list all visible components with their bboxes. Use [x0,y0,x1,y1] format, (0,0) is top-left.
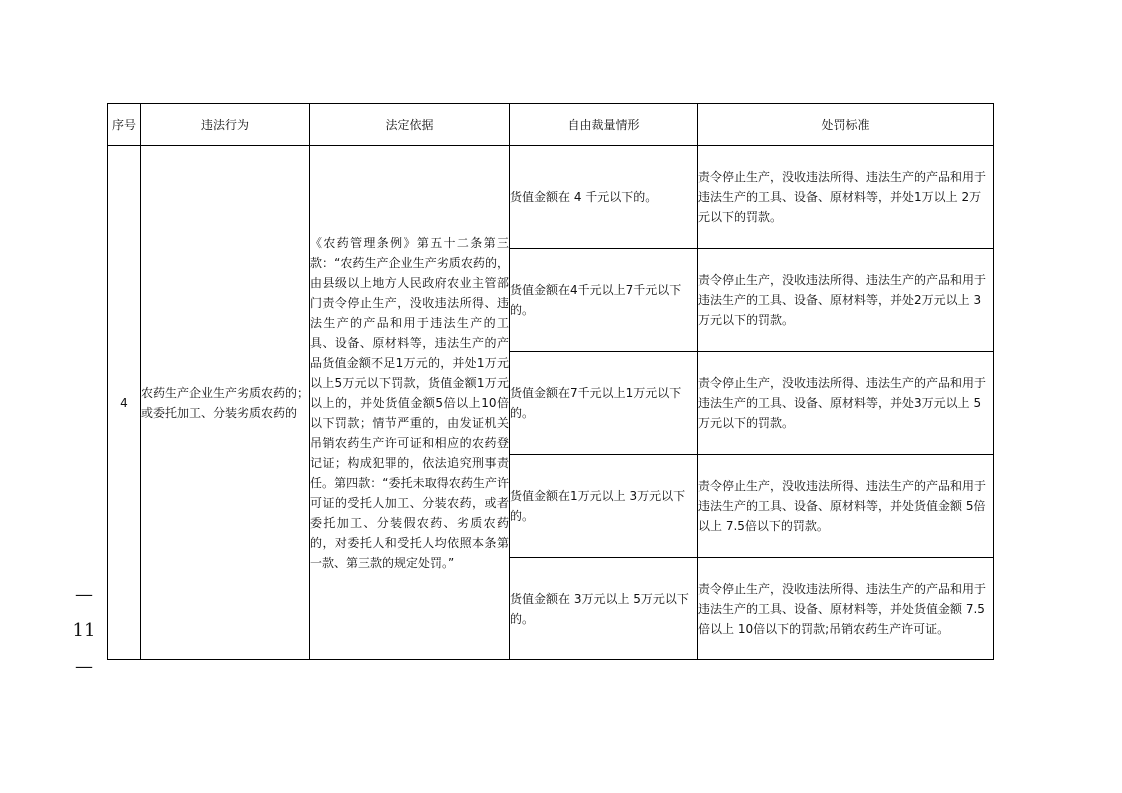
header-seq: 序号 [108,104,141,146]
table-row [108,146,994,249]
situation-cell: 货值金额在1万元以上 3万元以下的。 [510,455,698,558]
situation-cell: 货值金额在4千元以上7千元以下的。 [510,249,698,352]
page-number-dash-bottom: — [75,656,93,677]
header-standard: 处罚标准 [698,104,994,146]
situation-cell: 货值金额在 4 千元以下的。 [510,146,698,249]
situation-cell: 货值金额在 3万元以上 5万元以下的。 [510,558,698,660]
situation-cell: 货值金额在7千元以上1万元以下的。 [510,352,698,455]
page-number-dash-top: — [75,584,93,605]
page-number-value: 11 [72,620,96,641]
header-behavior: 违法行为 [141,104,310,146]
standard-cell: 责令停止生产，没收违法所得、违法生产的产品和用于违法生产的工具、设备、原材料等，并处货值金额 5倍以上 7.5倍以下的罚款。 [698,455,994,558]
standard-cell: 责令停止生产，没收违法所得、违法生产的产品和用于违法生产的工具、设备、原材料等，并处货值金额 7.5倍以上 10倍以下的罚款;吊销农药生产许可证。 [698,558,994,660]
header-situation: 自由裁量情形 [510,104,698,146]
row-behavior: 农药生产企业生产劣质农药的；或委托加工、分装劣质农药的 [141,146,310,660]
row-seq: 4 [108,146,141,660]
table-header-row [108,104,994,146]
header-basis: 法定依据 [310,104,510,146]
penalty-table [107,103,994,660]
row-legal-basis: 《农药管理条例》第五十二条第三款：“农药生产企业生产劣质农药的，由县级以上地方人民政府农业主管部门责令停止生产，没收违法所得、违法生产的产品和用于违法生产的工具、设备、原材料等，违法生产的产品货值金额不足1万元的，并处1万元以上5万元以下罚款，货值金额1万元以上的，并处货值金额5倍以上10倍以下罚款；情节严重的，由发证机关吊销农药生产许可证和相应的农药登记证；构成犯罪的，依法追究刑事责任。第四款：“委托未取得农药生产许可证的受托人加工、分装农药，或者委托加工、分装假农药、劣质农药的，对委托人和受托人均依照本条第一款、第三款的规定处罚。” [310,146,510,660]
standard-cell: 责令停止生产，没收违法所得、违法生产的产品和用于违法生产的工具、设备、原材料等，并处1万以上 2万元以下的罚款。 [698,146,994,249]
standard-cell: 责令停止生产，没收违法所得、违法生产的产品和用于违法生产的工具、设备、原材料等，并处2万元以上 3万元以下的罚款。 [698,249,994,352]
page-number [62,584,106,678]
standard-cell: 责令停止生产，没收违法所得、违法生产的产品和用于违法生产的工具、设备、原材料等，并处3万元以上 5万元以下的罚款。 [698,352,994,455]
